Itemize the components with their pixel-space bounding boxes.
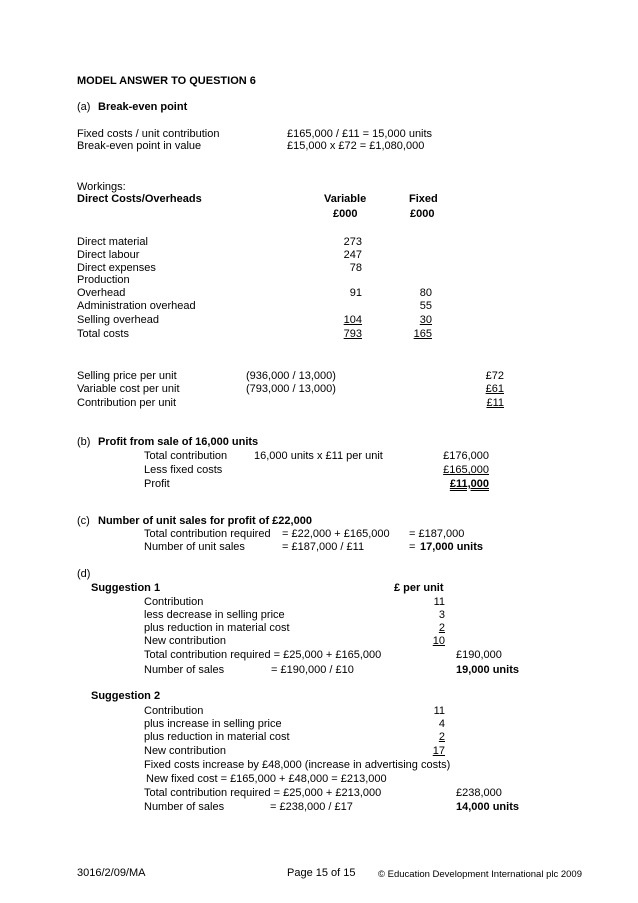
s2-fixed-note: Fixed costs increase by £48,000 (increase in advertising costs) [144, 759, 451, 771]
s2-row-value: 4 [438, 718, 445, 730]
cost-line-variable: 273 [343, 236, 362, 248]
cost-line-label: Total costs [77, 328, 129, 340]
per-unit-label: Contribution per unit [77, 397, 177, 409]
per-unit-value: £72 [485, 370, 504, 382]
cost-line-label: Direct labour [77, 249, 140, 261]
footer-copyright: © Education Development International plc 2009 [378, 869, 582, 880]
part-c-row-result: 17,000 units [420, 541, 483, 553]
s2-row-label: New contribution [144, 745, 226, 757]
costs-table-heading: Direct Costs/Overheads [77, 193, 202, 205]
s1-row-value: 2 [438, 622, 445, 634]
cost-line-variable: 78 [349, 262, 362, 274]
cost-line-label: Direct material [77, 236, 148, 248]
part-c-row-calc: = £22,000 + £165,000 [282, 528, 390, 540]
s1-row-label: Contribution [144, 596, 204, 608]
total-variable: 793 [343, 328, 362, 340]
col-variable-unit: £000 [333, 208, 358, 220]
s2-sales-calc: = £238,000 / £17 [270, 801, 353, 813]
s2-row-label: plus reduction in material cost [144, 731, 290, 743]
s1-new-contribution: 10 [432, 635, 445, 647]
s1-sales-value: 19,000 units [456, 664, 519, 676]
s1-sales-calc: = £190,000 / £10 [271, 664, 354, 676]
part-b-row-label: Total contribution [144, 450, 228, 462]
s1-row-value: 3 [438, 609, 445, 621]
part-b-row-calc: 16,000 units x £11 per unit [254, 450, 383, 462]
s2-new-contribution: 17 [432, 745, 445, 757]
per-unit-calc: (936,000 / 13,000) [246, 370, 336, 382]
cost-line-label: Selling overhead [77, 314, 159, 326]
part-b-row-label: Profit [144, 478, 170, 490]
part-b-profit-value: £11,000 [449, 478, 489, 490]
s1-sales-label: Number of sales [144, 664, 225, 676]
cost-line-label: Production [77, 274, 130, 286]
s2-total-label: Total contribution required = £25,000 + £213,000 [144, 787, 382, 799]
part-d-label: (d) [77, 568, 91, 580]
part-b-label: (b) [77, 436, 91, 448]
col-fixed-heading: Fixed [409, 193, 438, 205]
part-c-row-calc: = £187,000 / £11 [282, 541, 365, 553]
s1-total-label: Total contribution required = £25,000 + £165,000 [144, 649, 382, 661]
footer-ref: 3016/2/09/MA [77, 867, 146, 879]
part-c-row-result: = £187,000 [409, 528, 465, 540]
s2-row-value: 2 [438, 731, 445, 743]
part-c-heading: Number of unit sales for profit of £22,000 [98, 515, 312, 527]
suggestion-2-heading: Suggestion 2 [91, 690, 161, 702]
per-unit-label: Variable cost per unit [77, 383, 180, 395]
col-fixed-unit: £000 [410, 208, 435, 220]
part-a-row-label: Break-even point in value [77, 140, 202, 152]
cost-line-fixed: 80 [419, 287, 432, 299]
s1-total-value: £190,000 [456, 649, 502, 661]
part-c-row-result-prefix: = [409, 541, 416, 553]
cost-line-label: Direct expenses [77, 262, 156, 274]
part-a-row-value: £15,000 x £72 = £1,080,000 [287, 140, 425, 152]
workings-label: Workings: [77, 181, 126, 193]
cost-line-label: Overhead [77, 287, 126, 299]
part-c-row-label: Number of unit sales [144, 541, 245, 553]
cost-line-label: Administration overhead [77, 300, 196, 312]
part-b-row-value: £165,000 [443, 464, 489, 476]
s2-sales-label: Number of sales [144, 801, 225, 813]
part-a-row-label: Fixed costs / unit contribution [77, 128, 220, 140]
s2-row-value: 11 [433, 705, 445, 717]
s2-sales-value: 14,000 units [456, 801, 519, 813]
part-c-row-label: Total contribution required [144, 528, 271, 540]
cost-line-variable: 247 [343, 249, 362, 261]
cost-line-fixed: 30 [419, 314, 432, 326]
part-b-heading: Profit from sale of 16,000 units [98, 436, 259, 448]
per-unit-col-heading: £ per unit [394, 582, 444, 594]
per-unit-value: £61 [485, 383, 504, 395]
s2-total-value: £238,000 [456, 787, 502, 799]
s2-new-fixed: New fixed cost = £165,000 + £48,000 = £213,000 [146, 773, 387, 785]
suggestion-1-heading: Suggestion 1 [91, 582, 161, 594]
part-a-heading: Break-even point [98, 101, 188, 113]
footer-page: Page 15 of 15 [287, 867, 356, 879]
cost-line-variable: 104 [343, 314, 362, 326]
s2-row-label: Contribution [144, 705, 204, 717]
cost-line-fixed: 55 [419, 300, 432, 312]
col-variable-heading: Variable [324, 193, 367, 205]
s2-row-label: plus increase in selling price [144, 718, 282, 730]
s1-row-label: plus reduction in material cost [144, 622, 290, 634]
part-b-row-label: Less fixed costs [144, 464, 223, 476]
per-unit-value: £11 [486, 397, 504, 409]
part-b-row-value: £176,000 [443, 450, 489, 462]
total-fixed: 165 [413, 328, 432, 340]
s1-row-value: 11 [433, 596, 445, 608]
part-c-label: (c) [77, 515, 90, 527]
per-unit-label: Selling price per unit [77, 370, 177, 382]
s1-row-label: New contribution [144, 635, 226, 647]
per-unit-calc: (793,000 / 13,000) [246, 383, 336, 395]
cost-line-variable: 91 [349, 287, 362, 299]
part-a-label: (a) [77, 101, 91, 113]
s1-row-label: less decrease in selling price [144, 609, 285, 621]
part-a-row-value: £165,000 / £11 = 15,000 units [287, 128, 433, 140]
page-title: MODEL ANSWER TO QUESTION 6 [77, 75, 256, 87]
